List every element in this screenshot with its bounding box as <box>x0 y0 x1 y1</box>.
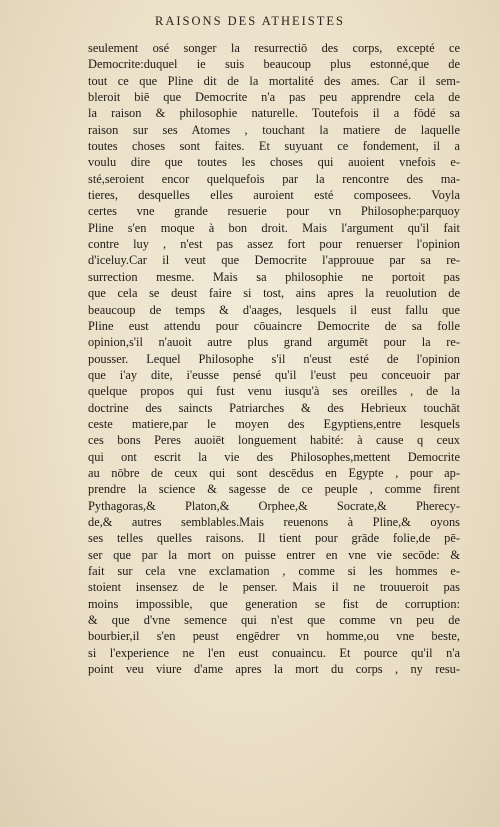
text-line: surrection mesme. Mais sa philosophie ne portoit pas <box>88 269 460 284</box>
running-head: RAISONS DES ATHEISTES <box>155 14 345 28</box>
text-line: Pythagoras,& Platon,& Orphee,& Socrate,& Pherecy- <box>88 498 460 513</box>
text-line: seulement osé songer la resurrectiō des corps, excepté ce <box>88 41 460 55</box>
text-line: contre luy , n'est pas assez fort pour renuerser l'opinion <box>88 237 460 252</box>
text-line: toutes choses sont faites. Et suyuant ce fondement, il a <box>88 139 460 154</box>
text-line: stoient insensez de le penser. Mais il ne trouueroit pas <box>88 580 460 595</box>
text-line: tieres, desquelles elles auroient esté composees. Voyla <box>88 188 460 203</box>
text-line: voulu dire que toutes les choses qui auoient vnefois e- <box>88 155 460 170</box>
text-line: ceste matiere,par le moyen des Egyptiens,entre lesquels <box>88 416 460 431</box>
text-line: ces bons Peres auoiēt longuement habité: à cause q ceux <box>88 433 460 448</box>
text-line: bleroit biē que Democrite n'a pas peu apprendre cela de <box>88 90 460 105</box>
text-line: certes vne grande resuerie pour vn Philosophe:parquoy <box>88 204 460 219</box>
text-line: Pline eust attendu pour cōuaincre Democrite de sa folle <box>88 318 460 333</box>
text-line: point veu viure d'ame apres la mort du corps , ny resu- <box>88 662 460 677</box>
text-line: ses telles quelles raisons. Il tient pour grāde folie,de pē- <box>88 531 460 546</box>
text-line: beaucoup de temps & d'aages, lesquels il eust fallu que <box>88 302 460 317</box>
text-line: quelque propos qui fust venu iusqu'à ses oreilles , de la <box>88 384 460 399</box>
text-line: que i'ay dite, i'eusse pensé qu'il l'eust peu conceuoir par <box>88 367 460 382</box>
text-line: & que d'vne semence qui n'est que comme vn peu de <box>88 613 460 628</box>
text-line: raison sur ses Atomes , touchant la matiere de laquelle <box>88 122 460 137</box>
text-line: doctrine des saincts Patriarches & des Hebrieux touchāt <box>88 400 460 415</box>
text-line: pousser. Lequel Philosophe s'il n'eust esté de l'opinion <box>88 351 460 366</box>
text-line: qui ont escrit la vie des Philosophes,mettent Democrite <box>88 449 460 464</box>
text-line: moins impossible, que generation se fist de corruption: <box>88 596 460 611</box>
text-line: sté,seroient encor quelquefois par la rencontre des ma- <box>88 171 460 186</box>
text-line: Pline s'en moque à bon droit. Mais l'argument qu'il fait <box>88 220 460 235</box>
text-line: bourbier,il s'en peust engēdrer vn homme,ou vne beste, <box>88 629 460 644</box>
body-text <box>88 40 460 677</box>
text-line: fait sur cela vne exclamation , comme si les hommes e- <box>88 564 460 578</box>
text-line: Democrite:duquel ie suis beaucoup plus estonné,que de <box>88 57 460 72</box>
text-line: prendre la science & sagesse de ce peuple , comme firent <box>88 482 460 497</box>
text-line: ser que par la mort on puisse entrer en vne vie secōde: & <box>88 547 460 562</box>
text-line: si l'experience ne l'en eust conuaincu. Et pource qu'il n'a <box>88 645 460 660</box>
text-line: tout ce que Pline dit de la mortalité des ames. Car il sem- <box>88 73 460 88</box>
text-line: que cela se deust faire si tost, ains apres la reuolution de <box>88 286 460 301</box>
text-line: la raison & philosophie naturelle. Toutefois il a fōdé sa <box>88 106 460 121</box>
text-line: de,& autres semblables.Mais reuenons à Pline,& oyons <box>88 514 460 529</box>
text-line: opinion,s'il n'auoit autre plus grand argumēt pour la re- <box>88 335 460 350</box>
text-line: d'iceluy.Car il veut que Democrite l'approuue par sa re- <box>88 253 460 268</box>
text-line: au nōbre de ceux qui sont descēdus en Egypte , pour ap- <box>88 465 460 480</box>
